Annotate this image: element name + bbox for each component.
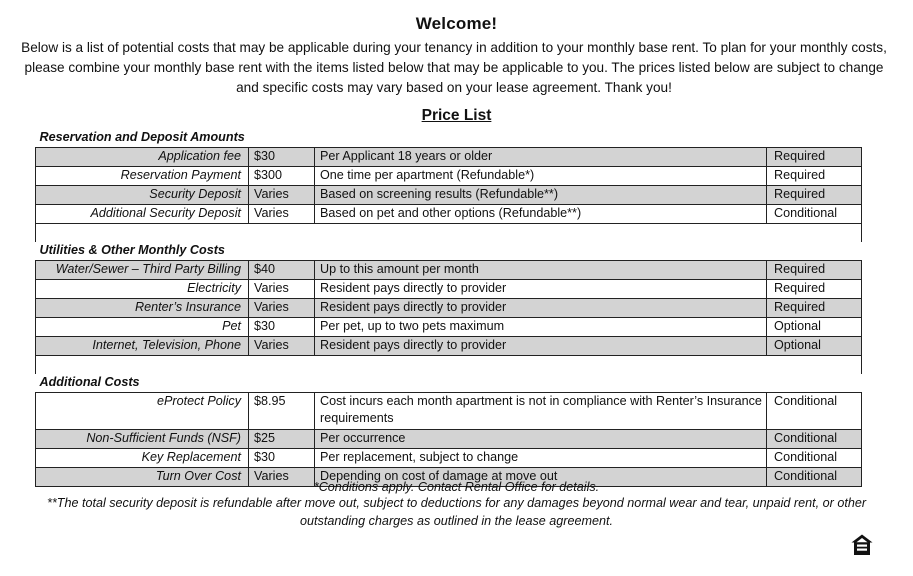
item-label: Electricity [36, 280, 249, 299]
item-status: Optional [767, 318, 862, 337]
item-status: Conditional [767, 393, 862, 430]
equal-housing-opportunity-icon [850, 533, 874, 557]
item-description: Per replacement, subject to change [315, 449, 767, 468]
section-title: Reservation and Deposit Amounts [39, 130, 245, 144]
item-price: Varies [249, 337, 315, 356]
table-row [36, 430, 862, 449]
item-price: $8.95 [249, 393, 315, 430]
item-label: Reservation Payment [36, 167, 249, 186]
item-description: Based on pet and other options (Refundable**) [315, 205, 767, 224]
item-description: One time per apartment (Refundable*) [315, 167, 767, 186]
table-row [36, 337, 862, 356]
price-list-title: Price List [421, 107, 492, 124]
table-row [36, 318, 862, 337]
item-label: Non-Sufficient Funds (NSF) [36, 430, 249, 449]
item-label: Internet, Television, Phone [36, 337, 249, 356]
item-description: Cost incurs each month apartment is not in compliance with Renter’s Insurance requirements [315, 393, 767, 430]
item-status: Conditional [767, 468, 862, 487]
item-price: $40 [249, 261, 315, 280]
deposit-footnote: **The total security deposit is refundable after move out, subject to deductions for any damages beyond normal wear and tear, unpaid rent, or other outstanding charges as outlined in the lease agreement. [46, 496, 867, 528]
item-price: Varies [249, 299, 315, 318]
item-label: Pet [36, 318, 249, 337]
item-price: $30 [249, 449, 315, 468]
table-row [36, 261, 862, 280]
item-status: Conditional [767, 205, 862, 224]
section-spacer [36, 356, 862, 375]
item-price: $30 [249, 148, 315, 167]
table-row [36, 167, 862, 186]
item-label: Security Deposit [36, 186, 249, 205]
item-description: Resident pays directly to provider [315, 337, 767, 356]
item-price: Varies [249, 186, 315, 205]
table-row [36, 449, 862, 468]
table-row [36, 148, 862, 167]
section-title: Additional Costs [39, 375, 140, 389]
item-description: Resident pays directly to provider [315, 280, 767, 299]
item-price: Varies [249, 468, 315, 487]
item-label: Turn Over Cost [36, 468, 249, 487]
item-status: Required [767, 167, 862, 186]
price-table [35, 129, 862, 487]
item-status: Required [767, 186, 862, 205]
item-price: Varies [249, 205, 315, 224]
table-row [36, 205, 862, 224]
item-price: $300 [249, 167, 315, 186]
item-status: Required [767, 261, 862, 280]
table-row [36, 280, 862, 299]
section-header-row [36, 374, 862, 393]
item-description: Resident pays directly to provider [315, 299, 767, 318]
item-status: Conditional [767, 430, 862, 449]
table-row [36, 186, 862, 205]
section-spacer [36, 224, 862, 243]
item-status: Required [767, 280, 862, 299]
item-description: Per occurrence [315, 430, 767, 449]
item-price: $25 [249, 430, 315, 449]
item-status: Required [767, 148, 862, 167]
item-status: Conditional [767, 449, 862, 468]
item-description: Per Applicant 18 years or older [315, 148, 767, 167]
conditions-footnote: *Conditions apply. Contact Rental Office for details. [313, 480, 600, 494]
item-description: Per pet, up to two pets maximum [315, 318, 767, 337]
section-header-row [36, 242, 862, 261]
table-row [36, 299, 862, 318]
table-row [36, 393, 862, 430]
item-description: Depending on cost of damage at move out [315, 468, 767, 487]
item-status: Required [767, 299, 862, 318]
item-label: Water/Sewer – Third Party Billing [36, 261, 249, 280]
item-label: Key Replacement [36, 449, 249, 468]
item-label: eProtect Policy [36, 393, 249, 430]
item-description: Up to this amount per month [315, 261, 767, 280]
item-price: $30 [249, 318, 315, 337]
item-price: Varies [249, 280, 315, 299]
item-label: Renter’s Insurance [36, 299, 249, 318]
intro-paragraph: Below is a list of potential costs that may be applicable during your tenancy in addition to your monthly base rent. To plan for your monthly costs, please combine your monthly base rent with the items listed below that may be applicable to you. The prices listed below are subject to change and specific costs may vary based on your lease agreement. Thank you! [21, 40, 887, 95]
page-title: Welcome! [415, 14, 498, 33]
item-status: Optional [767, 337, 862, 356]
item-label: Additional Security Deposit [36, 205, 249, 224]
item-description: Based on screening results (Refundable**) [315, 186, 767, 205]
item-label: Application fee [36, 148, 249, 167]
section-header-row [36, 129, 862, 148]
section-title: Utilities & Other Monthly Costs [39, 243, 225, 257]
